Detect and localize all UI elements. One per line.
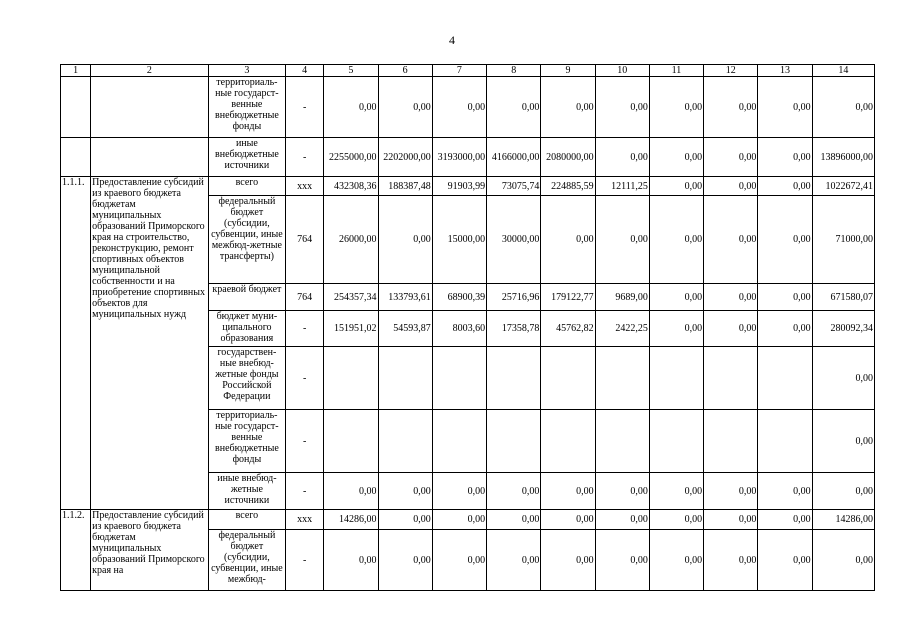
value-cell	[595, 410, 649, 473]
funding-source-cell: территориаль-ные государст-венные внебюджетные фонды	[208, 77, 285, 138]
value-cell: 0,00	[649, 77, 703, 138]
value-cell: 0,00	[649, 530, 703, 591]
value-cell: 30000,00	[487, 196, 541, 284]
value-cell: 0,00	[432, 77, 486, 138]
value-cell: 12111,25	[595, 177, 649, 196]
value-cell: 0,00	[324, 77, 378, 138]
value-cell: 0,00	[704, 473, 758, 510]
value-cell: 0,00	[758, 138, 812, 177]
value-cell: 0,00	[432, 510, 486, 530]
code-cell: -	[286, 530, 324, 591]
value-cell	[758, 410, 812, 473]
value-cell: 0,00	[432, 473, 486, 510]
code-cell: xxx	[286, 510, 324, 530]
value-cell: 0,00	[595, 510, 649, 530]
value-cell: 45762,82	[541, 311, 595, 347]
value-cell: 71000,00	[812, 196, 874, 284]
value-cell: 0,00	[649, 284, 703, 311]
value-cell: 432308,36	[324, 177, 378, 196]
value-cell: 224885,59	[541, 177, 595, 196]
value-cell: 0,00	[812, 77, 874, 138]
value-cell: 0,00	[704, 530, 758, 591]
header-cell: 6	[378, 65, 432, 77]
value-cell: 0,00	[812, 473, 874, 510]
value-cell: 54593,87	[378, 311, 432, 347]
value-cell: 151951,02	[324, 311, 378, 347]
value-cell	[649, 347, 703, 410]
funding-source-cell: федеральный бюджет (субсидии, субвенции, иные межбюд-	[208, 530, 285, 591]
value-cell: 3193000,00	[432, 138, 486, 177]
value-cell: 0,00	[704, 284, 758, 311]
value-cell	[378, 410, 432, 473]
value-cell: 15000,00	[432, 196, 486, 284]
value-cell: 0,00	[649, 196, 703, 284]
value-cell: 0,00	[595, 530, 649, 591]
header-cell: 4	[286, 65, 324, 77]
header-cell: 8	[487, 65, 541, 77]
value-cell: 0,00	[487, 510, 541, 530]
header-cell: 5	[324, 65, 378, 77]
value-cell: 0,00	[704, 311, 758, 347]
value-cell: 0,00	[378, 510, 432, 530]
funding-source-cell: федеральный бюджет (субсидии, субвенции, иные межбюд-жетные трансферты)	[208, 196, 285, 284]
value-cell: 68900,39	[432, 284, 486, 311]
header-cell: 12	[704, 65, 758, 77]
value-cell: 0,00	[758, 177, 812, 196]
value-cell: 0,00	[649, 510, 703, 530]
value-cell: 0,00	[378, 196, 432, 284]
value-cell: 0,00	[812, 347, 874, 410]
value-cell: 179122,77	[541, 284, 595, 311]
group-number-cell	[61, 77, 91, 138]
value-cell: 0,00	[758, 510, 812, 530]
value-cell	[541, 410, 595, 473]
value-cell: 17358,78	[487, 311, 541, 347]
value-cell: 8003,60	[432, 311, 486, 347]
value-cell	[541, 347, 595, 410]
value-cell	[704, 410, 758, 473]
value-cell: 0,00	[649, 311, 703, 347]
value-cell: 2255000,00	[324, 138, 378, 177]
value-cell: 2422,25	[595, 311, 649, 347]
code-cell: -	[286, 473, 324, 510]
value-cell: 0,00	[758, 284, 812, 311]
value-cell: 0,00	[812, 530, 874, 591]
value-cell: 13896000,00	[812, 138, 874, 177]
value-cell	[487, 347, 541, 410]
group-text-cell: Предоставление субсидий из краевого бюджета бюджетам муниципальных образований Приморского края на	[91, 510, 209, 591]
header-cell: 14	[812, 65, 874, 77]
header-cell: 9	[541, 65, 595, 77]
value-cell: 2080000,00	[541, 138, 595, 177]
value-cell	[432, 410, 486, 473]
value-cell: 25716,96	[487, 284, 541, 311]
value-cell: 2202000,00	[378, 138, 432, 177]
table-row	[61, 77, 875, 138]
header-cell: 1	[61, 65, 91, 77]
value-cell: 0,00	[704, 138, 758, 177]
code-cell: 764	[286, 196, 324, 284]
value-cell: 0,00	[649, 177, 703, 196]
value-cell: 0,00	[324, 530, 378, 591]
value-cell: 0,00	[541, 530, 595, 591]
value-cell: 0,00	[704, 77, 758, 138]
code-cell: -	[286, 347, 324, 410]
value-cell: 14286,00	[812, 510, 874, 530]
group-number-cell: 1.1.2.	[61, 510, 91, 591]
header-cell: 2	[91, 65, 209, 77]
value-cell	[324, 347, 378, 410]
code-cell: -	[286, 77, 324, 138]
value-cell: 0,00	[758, 311, 812, 347]
value-cell: 4166000,00	[487, 138, 541, 177]
value-cell: 133793,61	[378, 284, 432, 311]
funding-source-cell: иные внебюджетные источники	[208, 138, 285, 177]
value-cell	[378, 347, 432, 410]
group-number-cell: 1.1.1.	[61, 177, 91, 510]
value-cell: 254357,34	[324, 284, 378, 311]
group-text-cell: Предоставление субсидий из краевого бюджета бюджетам муниципальных образований Приморского края на строительство, реконструкцию, ремонт спортивных объектов муниципальной собственности и на приобретение спортивных объектов для муниципальных нужд	[91, 177, 209, 510]
value-cell: 0,00	[758, 473, 812, 510]
code-cell: -	[286, 410, 324, 473]
table-row	[61, 177, 875, 196]
value-cell: 0,00	[541, 473, 595, 510]
value-cell: 0,00	[487, 77, 541, 138]
value-cell	[324, 410, 378, 473]
value-cell: 0,00	[704, 196, 758, 284]
header-cell: 3	[208, 65, 285, 77]
funding-source-cell: краевой бюджет	[208, 284, 285, 311]
value-cell: 0,00	[812, 410, 874, 473]
value-cell: 0,00	[649, 138, 703, 177]
value-cell: 0,00	[378, 77, 432, 138]
value-cell: 0,00	[541, 77, 595, 138]
value-cell	[595, 347, 649, 410]
value-cell: 9689,00	[595, 284, 649, 311]
value-cell: 0,00	[595, 77, 649, 138]
code-cell: xxx	[286, 177, 324, 196]
funding-source-cell: иные внебюд-жетные источники	[208, 473, 285, 510]
value-cell: 280092,34	[812, 311, 874, 347]
group-text-cell	[91, 77, 209, 138]
header-cell: 13	[758, 65, 812, 77]
value-cell: 91903,99	[432, 177, 486, 196]
value-cell: 0,00	[595, 473, 649, 510]
table-row	[61, 510, 875, 530]
value-cell: 0,00	[541, 510, 595, 530]
value-cell	[432, 347, 486, 410]
value-cell: 0,00	[378, 473, 432, 510]
value-cell: 73075,74	[487, 177, 541, 196]
value-cell	[649, 410, 703, 473]
value-cell: 0,00	[649, 473, 703, 510]
value-cell: 0,00	[704, 177, 758, 196]
value-cell	[758, 347, 812, 410]
code-cell: -	[286, 311, 324, 347]
value-cell: 26000,00	[324, 196, 378, 284]
value-cell: 1022672,41	[812, 177, 874, 196]
value-cell: 0,00	[378, 530, 432, 591]
budget-table	[60, 64, 875, 591]
value-cell: 0,00	[758, 196, 812, 284]
value-cell: 0,00	[324, 473, 378, 510]
value-cell: 0,00	[541, 196, 595, 284]
value-cell: 0,00	[595, 138, 649, 177]
value-cell: 188387,48	[378, 177, 432, 196]
value-cell: 0,00	[487, 473, 541, 510]
value-cell	[704, 347, 758, 410]
value-cell: 0,00	[487, 530, 541, 591]
code-cell: 764	[286, 284, 324, 311]
value-cell: 0,00	[704, 510, 758, 530]
header-row	[61, 65, 875, 77]
funding-source-cell: всего	[208, 510, 285, 530]
group-number-cell	[61, 138, 91, 177]
funding-source-cell: всего	[208, 177, 285, 196]
value-cell: 671580,07	[812, 284, 874, 311]
value-cell	[487, 410, 541, 473]
header-cell: 10	[595, 65, 649, 77]
funding-source-cell: территориаль-ные государст-венные внебюджетные фонды	[208, 410, 285, 473]
value-cell: 0,00	[758, 77, 812, 138]
value-cell: 14286,00	[324, 510, 378, 530]
value-cell: 0,00	[758, 530, 812, 591]
page-number: 4	[449, 33, 455, 47]
funding-source-cell: государствен-ные внебюд-жетные фонды Российской Федерации	[208, 347, 285, 410]
header-cell: 11	[649, 65, 703, 77]
value-cell: 0,00	[595, 196, 649, 284]
value-cell: 0,00	[432, 530, 486, 591]
group-text-cell	[91, 138, 209, 177]
header-cell: 7	[432, 65, 486, 77]
funding-source-cell: бюджет муни-ципального образования	[208, 311, 285, 347]
table-row	[61, 138, 875, 177]
code-cell: -	[286, 138, 324, 177]
